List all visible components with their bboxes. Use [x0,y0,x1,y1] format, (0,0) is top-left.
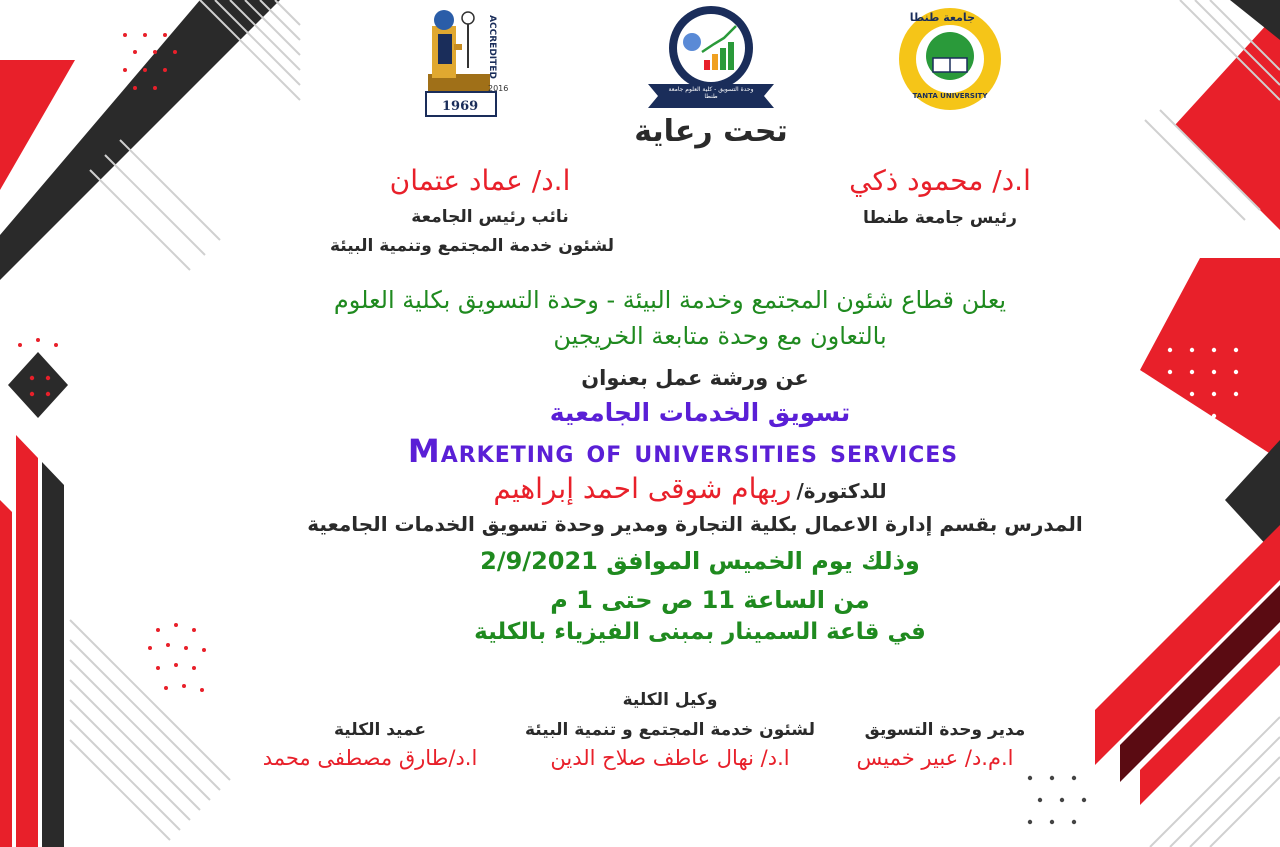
announcement-line-1: يعلن قطاع شئون المجتمع وخدمة البيئة - وحدة التسويق بكلية العلوم [333,286,1007,314]
tanta-university-logo [895,6,1005,112]
workshop-title-english: Marketing of universities services [407,432,959,470]
signature-dean-name: ا.د/طارق مصطفى محمد [262,746,478,770]
patron-vp-subtitle: لشئون خدمة المجتمع وتنمية البيئة [329,236,615,256]
founding-year: 1969 [442,99,479,114]
tanta-arabic-text: جامعة طنطا [909,11,975,24]
workshop-title-arabic: تسويق الخدمات الجامعية [549,398,851,427]
speaker-line [380,472,1000,505]
marketing-ribbon-text: وحدة التسويق - كلية العلوم جامعة طنطا [668,86,754,100]
signature-marketing-title: مدير وحدة التسويق [864,720,1026,740]
accredited-year-small: 2016 [488,84,509,93]
deco-dots-bottom-left [148,623,206,692]
deco-dark-corner [1230,0,1280,40]
deco-dark-bar-left [42,462,64,847]
schedule-time: من الساعة 11 ص حتى 1 م [550,586,870,614]
deco-red-square-right [1140,258,1280,460]
tanta-english-text: TANTA UNIVERSITY [912,92,988,100]
accreditation-logo [418,4,518,118]
signature-vicedean-name: ا.د/ نهال عاطف صلاح الدين [550,746,790,770]
deco-red-bar-left-1 [16,435,38,847]
signature-vicedean-title: لشئون خدمة المجتمع و تنمية البيئة [525,720,815,740]
marketing-unit-logo [648,2,774,114]
workshop-intro: عن ورشة عمل بعنوان [581,366,809,390]
deco-dark-diamond-left [8,352,68,418]
patron-president-name: ا.د/ محمود ذكي [849,164,1031,197]
schedule-date: وذلك يوم الخميس الموافق 2/9/2021 [480,547,920,575]
patron-president-title: رئيس جامعة طنطا [863,208,1017,228]
speaker-role: المدرس بقسم إدارة الاعمال بكلية التجارة ومدير وحدة تسويق الخدمات الجامعية [307,512,1083,536]
deco-stripes-left [70,620,230,840]
deco-dark-band [0,0,280,280]
signature-vicedean-title-top: وكيل الكلية [622,690,718,710]
signature-dean-title: عميد الكلية [334,720,426,740]
speaker-name: ريهام شوقى احمد إبراهيم [493,472,792,505]
patron-vp-name: ا.د/ عماد عتمان [389,164,571,197]
signature-marketing-name: ا.م.د/ عبير خميس [856,746,1014,770]
announcement-line-2: بالتعاون مع وحدة متابعة الخريجين [553,322,887,350]
schedule-place: في قاعة السمينار بمبنى الفيزياء بالكلية [474,619,926,645]
deco-red-bar-left-2 [0,500,12,847]
patronage-heading: تحت رعاية [634,114,788,149]
patron-vp-title: نائب رئيس الجامعة [411,207,569,227]
accredited-text: ACCREDITED [486,15,497,79]
speaker-prefix: للدكتورة/ [796,479,887,503]
deco-dots-bottom-right [1028,776,1086,824]
deco-stripes-bottom-right [1150,717,1280,847]
deco-red-diamond [1175,10,1280,230]
